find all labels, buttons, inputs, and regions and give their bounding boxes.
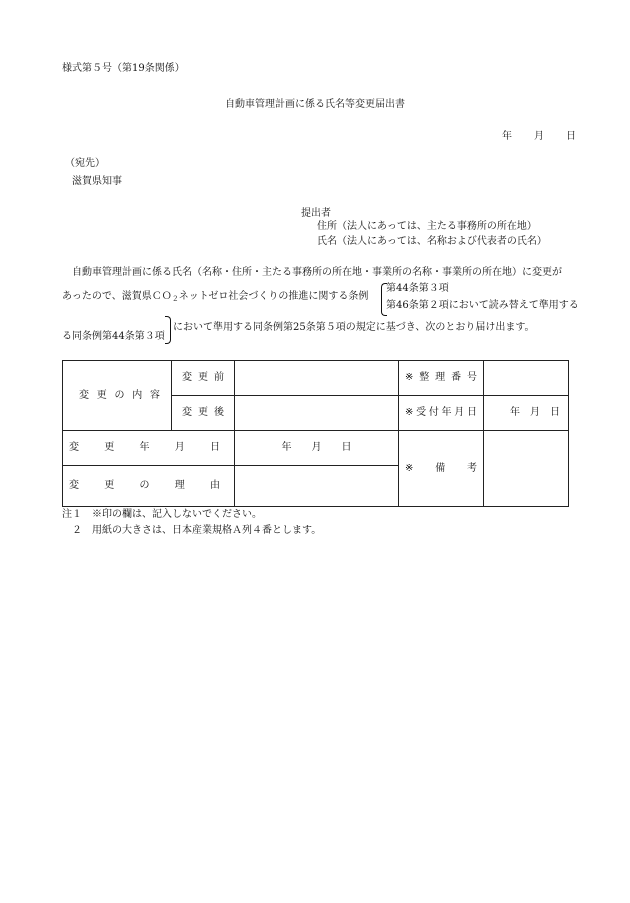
date-month: 月 <box>534 131 544 142</box>
label-char: 年 <box>441 407 452 418</box>
before-label <box>172 361 235 396</box>
change-date-chars <box>69 442 228 454</box>
reason-label <box>63 466 235 507</box>
label-char: 日 <box>210 442 220 453</box>
ref-no-label <box>399 361 484 396</box>
addressee-name: 滋賀県知事 <box>72 176 122 187</box>
submitter-name: 氏名（法人にあっては、名称および代表者の氏名） <box>317 236 547 247</box>
received-date-field[interactable]: 年 月 日 <box>484 396 569 431</box>
label-char: 更 <box>104 442 115 453</box>
option-46-2: 第46条第２項において読み替えて準用する <box>386 300 579 311</box>
label-char: 整 <box>419 372 430 383</box>
label-char: ※ <box>405 372 414 383</box>
label-char: 理 <box>435 372 446 383</box>
label-char: 受 <box>416 407 427 418</box>
label-char: ※ <box>405 407 414 418</box>
before-chars <box>178 372 228 384</box>
label-char: 号 <box>466 372 477 383</box>
label-char: 前 <box>214 372 224 383</box>
option-44-3: 第44条第３項 <box>386 283 449 294</box>
label-char: ※ <box>405 462 414 474</box>
label-char: 月 <box>454 407 465 418</box>
ref-no-field[interactable] <box>484 361 569 396</box>
label-char: 容 <box>150 389 160 401</box>
change-form-table <box>62 360 569 507</box>
submitter-address: 住所（法人にあっては、主たる事務所の所在地） <box>317 221 537 232</box>
label-char: 月 <box>174 442 185 453</box>
label-char: 年 <box>139 442 150 453</box>
label-char: 変 <box>182 407 192 418</box>
label-char: 更 <box>198 407 208 418</box>
label-char: 変 <box>69 480 79 491</box>
date-line <box>502 131 576 143</box>
change-date-field[interactable]: 年 月 日 <box>235 431 399 466</box>
form-number: 様式第５号（第19条関係） <box>62 63 185 74</box>
after-field[interactable] <box>235 396 399 431</box>
remarks-chars <box>405 463 477 475</box>
body-line-2: あったので、滋賀県ＣＯ$_2$ネットゼロ社会づくりの推進に関する条例 <box>62 291 369 303</box>
remarks-label <box>399 431 484 507</box>
ref-no-chars <box>405 372 477 384</box>
remarks-field[interactable] <box>484 431 569 507</box>
label-char: 更 <box>96 389 107 401</box>
label-char: 考 <box>466 462 477 474</box>
reason-chars <box>69 480 228 492</box>
label-char: 番 <box>451 372 462 383</box>
bracket-right <box>165 316 171 344</box>
label-char: の <box>139 480 150 491</box>
label-char: 由 <box>210 480 220 491</box>
note-1: 注１ ※印の欄は、記入しないでください。 <box>62 509 262 520</box>
page-title: 自動車管理計画に係る氏名等変更届出書 <box>225 99 405 110</box>
date-day: 日 <box>566 131 576 142</box>
change-content-chars <box>69 390 165 402</box>
addressee-label: （宛先） <box>65 158 105 169</box>
after-label <box>172 396 235 431</box>
label-char: 備 <box>435 462 446 474</box>
label-char: 更 <box>198 372 208 383</box>
submitter-label: 提出者 <box>301 208 331 219</box>
label-char: 後 <box>214 407 224 418</box>
change-date-label <box>63 431 235 466</box>
label-char: 内 <box>132 389 143 401</box>
after-chars <box>178 407 228 419</box>
reason-field[interactable] <box>235 466 399 507</box>
before-field[interactable] <box>235 361 399 396</box>
received-chars <box>405 407 477 419</box>
label-char: 変 <box>69 442 79 453</box>
body-line-1: 自動車管理計画に係る氏名（名称・住所・主たる事務所の所在地・事業所の名称・事業所の所在地）に変更が <box>72 267 562 278</box>
label-char: 付 <box>428 407 439 418</box>
label-char: 変 <box>79 389 89 401</box>
body-line-3-left: る同条例第44条第３項 <box>62 331 165 342</box>
label-char: の <box>114 389 125 401</box>
label-char: 変 <box>182 372 192 383</box>
date-year: 年 <box>502 131 512 142</box>
note-2: ２ 用紙の大きさは、日本産業規格Ａ列４番とします。 <box>62 525 322 536</box>
body-line-3-right: において準用する同条例第25条第５項の規定に基づき、次のとおり届け出ます。 <box>173 322 535 333</box>
received-label <box>399 396 484 431</box>
label-char: 理 <box>174 480 185 491</box>
label-char: 更 <box>104 480 115 491</box>
change-content-label <box>63 361 172 431</box>
label-char: 日 <box>466 407 477 418</box>
